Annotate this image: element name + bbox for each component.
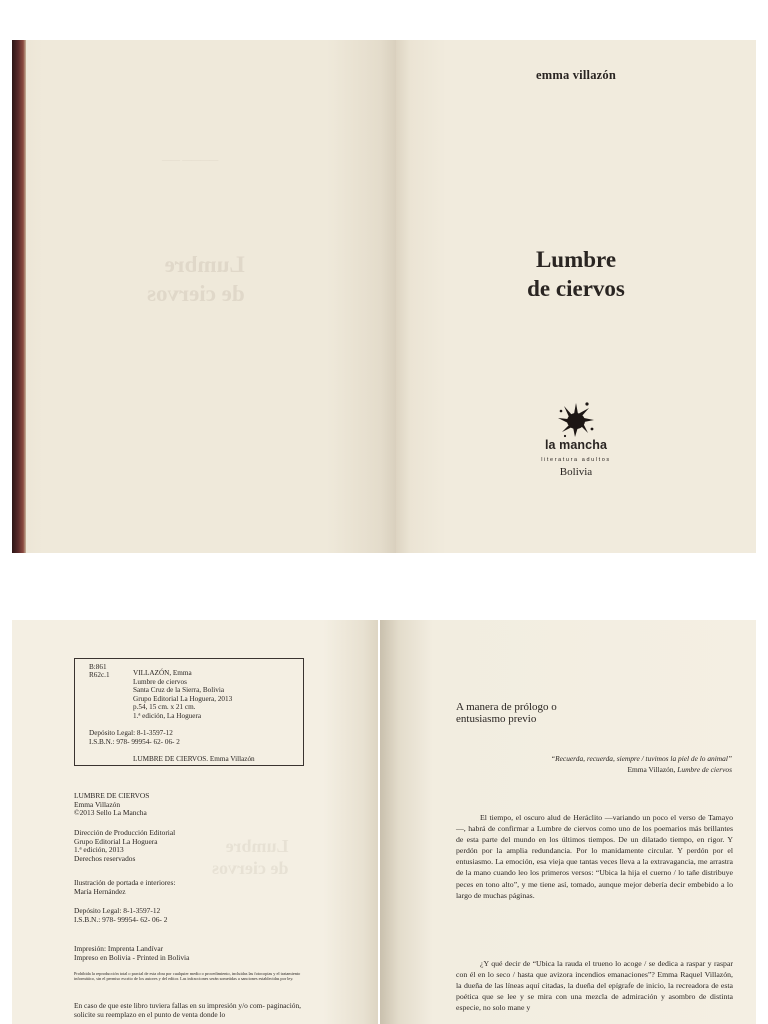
publisher-name: la mancha xyxy=(544,438,608,452)
catalog-record-box xyxy=(74,658,304,766)
copyright-block xyxy=(74,792,149,818)
copyright-line: Emma Villazón xyxy=(74,799,121,809)
catalog-code: R62c.1 xyxy=(89,671,110,679)
deposit-line: I.S.B.N.: 978- 99954- 62- 06- 2 xyxy=(74,914,168,924)
catalog-line: Lumbre de ciervos xyxy=(133,677,187,686)
publisher-logo xyxy=(396,400,756,478)
ink-splat-icon xyxy=(556,400,596,438)
book-title-line-2: de ciervos xyxy=(527,276,625,301)
epigraph-quote: “Recuerda, recuerda, siempre / tuvimos la piel de lo animal” xyxy=(551,754,732,763)
printing-line: Impresión: Imprenta Landívar xyxy=(74,944,164,953)
title-spread xyxy=(12,40,756,553)
ghost-title-bleed: Lumbre de ciervos xyxy=(147,252,245,306)
copyright-line: LUMBRE DE CIERVOS xyxy=(74,791,150,800)
prologue-paragraph-1 xyxy=(456,812,733,901)
publisher-tagline: literatura adultos xyxy=(541,457,611,463)
illustration-line: María Hernández xyxy=(74,886,126,896)
production-line: 1.ª edición, 2013 xyxy=(74,845,124,855)
production-line: Derechos reservados xyxy=(74,853,136,863)
prologue-title-line-1: A manera de prólogo o xyxy=(456,701,557,713)
defect-replacement-note: En caso de que este libro tuviera fallas en su impresión y/o com- paginación, solicite su reemplazo en el punto de venta donde lo xyxy=(74,1001,301,1019)
illustration-line: Ilustración de portada e interiores: xyxy=(74,878,176,887)
catalog-line: Grupo Editorial La Hoguera, 2013 xyxy=(133,694,233,703)
legal-fine-print: Prohibida la reproducción total o parcial de esta obra por cualquier medio o procedimiento, incluidas las fotocopias y el tratamiento informático, sin el permiso escrito de los autores y del editor. Las infracciones serán sometidas a sanciones establecidas por ley. xyxy=(74,971,301,982)
production-block xyxy=(74,829,175,863)
blank-verso-page xyxy=(12,40,396,553)
paragraph-text: El tiempo, el oscuro alud de Heráclito —variando un poco el verso de Tamayo—, habrá de confirmar a Lumbre de ciervos como uno de los poemarios más brillantes de esta parte del mundo en los últimos tiempos. De un dilatado tiempo, en rigor. Y perdón por la amplia redundancia. Por lo manidamente circular. Y perdón por el entusiasmo. La emoción, esa vieja que tantas veces lleva a la extravagancia, me arrastra de la mano cuando leo los primeros versos: “Ubica la hija el cuerno / lo tañe distribuye peces en tono alto”, y me tiene así, tomado, aunque mejor debería decir embebido a lo largo de muchas páginas. xyxy=(456,813,733,900)
printing-line: Impreso en Bolivia - Printed in Bolivia xyxy=(74,952,190,962)
copyright-prologue-spread xyxy=(12,620,756,1024)
catalog-line: Santa Cruz de la Sierra, Bolivia xyxy=(133,686,225,694)
catalog-code: B:861 xyxy=(89,663,107,671)
book-title xyxy=(396,245,756,303)
epigraph-work: Lumbre de ciervos xyxy=(677,765,732,774)
book-title-line-1: Lumbre xyxy=(535,247,617,272)
epigraph xyxy=(452,753,732,775)
catalog-footer: LUMBRE DE CIERVOS. Emma Villazón xyxy=(133,755,255,763)
illustration-credit-block xyxy=(74,879,175,896)
prologue-paragraph-2 xyxy=(456,958,733,1013)
prologue-title-line-2: entusiasmo previo xyxy=(456,712,537,725)
catalog-deposit-line: Depósito Legal: 8-1-3597-12 xyxy=(89,729,173,737)
catalog-line: 1.ª edición, La Hoguera xyxy=(133,711,202,720)
catalog-line: VILLAZÓN, Emma xyxy=(133,669,192,677)
catalog-entry xyxy=(133,669,232,720)
deposit-line: Depósito Legal: 8-1-3597-12 xyxy=(74,906,161,915)
deposit-block xyxy=(74,907,167,924)
prologue-page xyxy=(380,620,756,1024)
ghost-text-bleed: ———— —— xyxy=(162,155,219,165)
copyright-line: ©2013 Sello La Mancha xyxy=(74,808,147,818)
production-line: Grupo Editorial La Hoguera xyxy=(74,836,158,846)
printing-block xyxy=(74,945,189,962)
catalog-deposit xyxy=(89,729,180,746)
publisher-country: Bolivia xyxy=(559,466,593,478)
title-page xyxy=(396,40,756,553)
production-line: Dirección de Producción Editorial xyxy=(74,828,176,837)
author-name: emma villazón xyxy=(535,68,617,82)
paragraph-text: ¿Y qué decir de “Ubica la rauda el trueno lo acoge / se dedica a raspar y raspar con él en lo seco / hasta que avizora incendios emanaciones”? Emma Raquel Villazón, la dueña de las líneas aquí citadas, la dueña del epígrafe de inicio, la recreadora de esta poética que se lee y se mira con una mezcla de admiración y asombro de distinta especie, no solo mane y xyxy=(456,959,733,1013)
ghost-title-bleed: Lumbre de ciervos xyxy=(212,836,289,878)
prologue-title xyxy=(456,702,557,725)
epigraph-author: Emma Villazón, xyxy=(627,765,676,774)
copyright-page xyxy=(12,620,378,1024)
catalog-deposit-line: I.S.B.N.: 978- 99954- 62- 06- 2 xyxy=(89,737,180,746)
book-spine-edge xyxy=(12,40,26,553)
catalog-line: p.54, 15 cm. x 21 cm. xyxy=(133,703,196,711)
